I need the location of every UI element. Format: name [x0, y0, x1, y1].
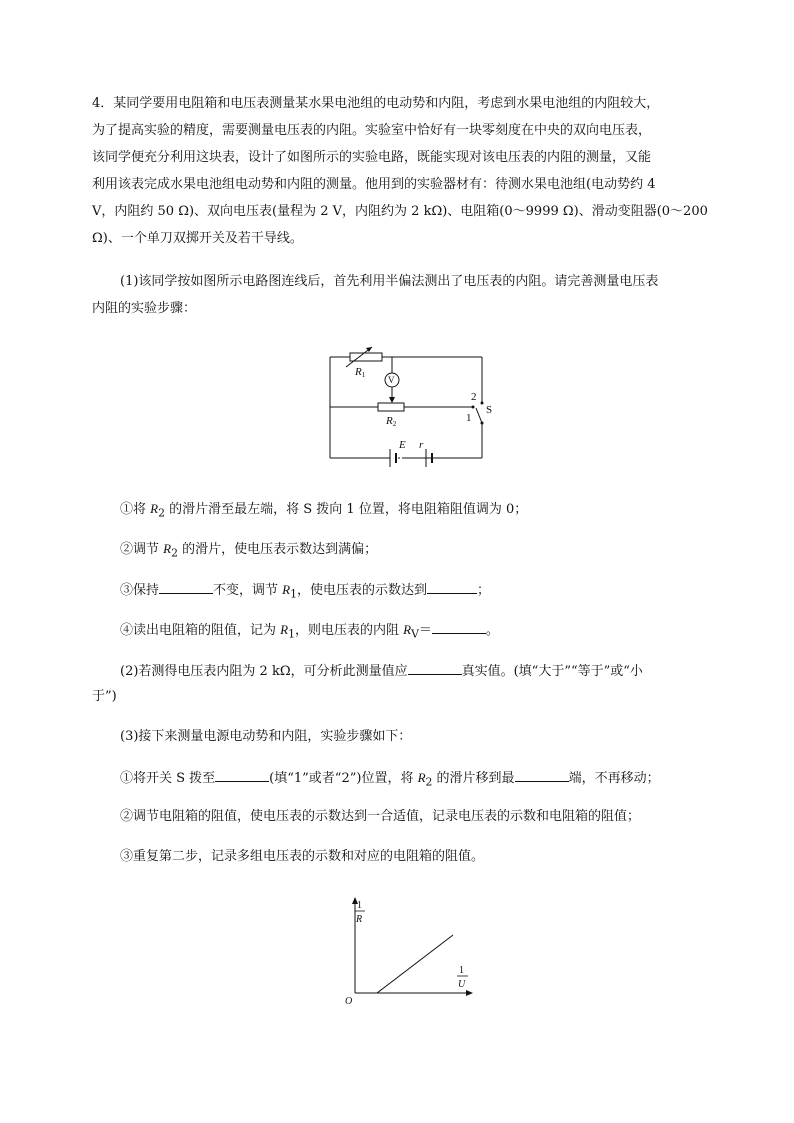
answer-blank[interactable]	[427, 579, 477, 594]
y-label-num: 1	[357, 900, 362, 911]
inverse-graph	[335, 895, 485, 1010]
label-v: V	[388, 375, 395, 385]
p3-step-2: ②调节电阻箱的阻值，使电压表的示数达到一合适值，记录电压表的示数和电阻箱的阻值；	[120, 809, 641, 824]
p3-step-3: ③重复第二步，记录多组电压表的示数和对应的电阻箱的阻值。	[120, 849, 485, 864]
part3-title: (3)接下来测量电源电动势和内阻，实验步骤如下：	[120, 729, 412, 744]
part2-line-2: 于”)	[92, 689, 117, 704]
answer-blank[interactable]	[159, 579, 213, 594]
step-2: ②调节 $R_2$ 的滑片，使电压表示数达到满偏；	[120, 541, 378, 560]
label-r2: R2	[386, 415, 397, 428]
graph-line	[377, 935, 453, 993]
intro-line: 该同学便充分利用这块表，设计了如图所示的实验电路，既能实现对该电压表的内阻的测量，又能	[92, 150, 652, 165]
step-1: ①将 $R_2$ 的滑片滑至最左端，将 S 拨向 1 位置，将电阻箱阻值调为 0；	[120, 501, 528, 520]
intro-line: 利用该表完成水果电池组电动势和内阻的测量。他用到的实验器材有：待测水果电池组(电动势约 4	[92, 177, 656, 192]
part1-line: 内阻的实验步骤：	[92, 301, 197, 316]
label-s: S	[486, 404, 493, 416]
intro-line: 4．某同学要用电阻箱和电压表测量某水果电池组的电动势和内阻，考虑到水果电池组的内阻较大，	[92, 96, 660, 111]
intro-line: Ω)、一个单刀双掷开关及若干导线。	[92, 231, 303, 246]
answer-blank[interactable]	[215, 767, 269, 782]
answer-blank[interactable]	[432, 619, 486, 634]
label-2: 2	[471, 391, 477, 403]
answer-blank[interactable]	[515, 767, 569, 782]
step-4: ④读出电阻箱的阻值，记为 $R_1$，则电压表的内阻 $R_V=$ 。	[120, 619, 499, 645]
p3-step-1: ①将开关 S 拨至 (填“1”或者“2”)位置，将 $R_2$ 的滑片移到最 端，不再移动；	[120, 767, 660, 793]
x-label-num: 1	[459, 965, 464, 976]
part1-line: (1)该同学按如图所示电路图连线后，首先利用半偏法测出了电压表的内阻。请完善测量电压表	[120, 274, 659, 289]
y-label-den: R	[356, 914, 363, 925]
label-e: E	[399, 439, 406, 451]
resistor-r2	[378, 403, 404, 411]
circuit-diagram	[320, 345, 495, 470]
label-1: 1	[466, 412, 472, 424]
part2-line: (2)若测得电压表内阻为 2 kΩ，可分析此测量值应 真实值。(填“大于”“等于”或“小	[120, 660, 643, 682]
origin-label: O	[345, 996, 353, 1007]
label-r: r	[419, 439, 424, 451]
label-r1: R1	[355, 366, 366, 379]
intro-line: 为了提高实验的精度，需要测量电压表的内阻。实验室中恰好有一块零刻度在中央的双向电压表，	[92, 123, 652, 138]
answer-blank[interactable]	[408, 660, 462, 675]
step-3: ③保持 不变，调节 $R_1$，使电压表的示数达到 ；	[120, 579, 490, 605]
intro-line: V，内阻约 50 Ω)、双向电压表(量程为 2 V，内阻约为 2 kΩ)、电阻箱(0～9999 Ω)、滑动变阻器(0～200	[92, 204, 708, 219]
x-label-den: U	[458, 979, 466, 990]
